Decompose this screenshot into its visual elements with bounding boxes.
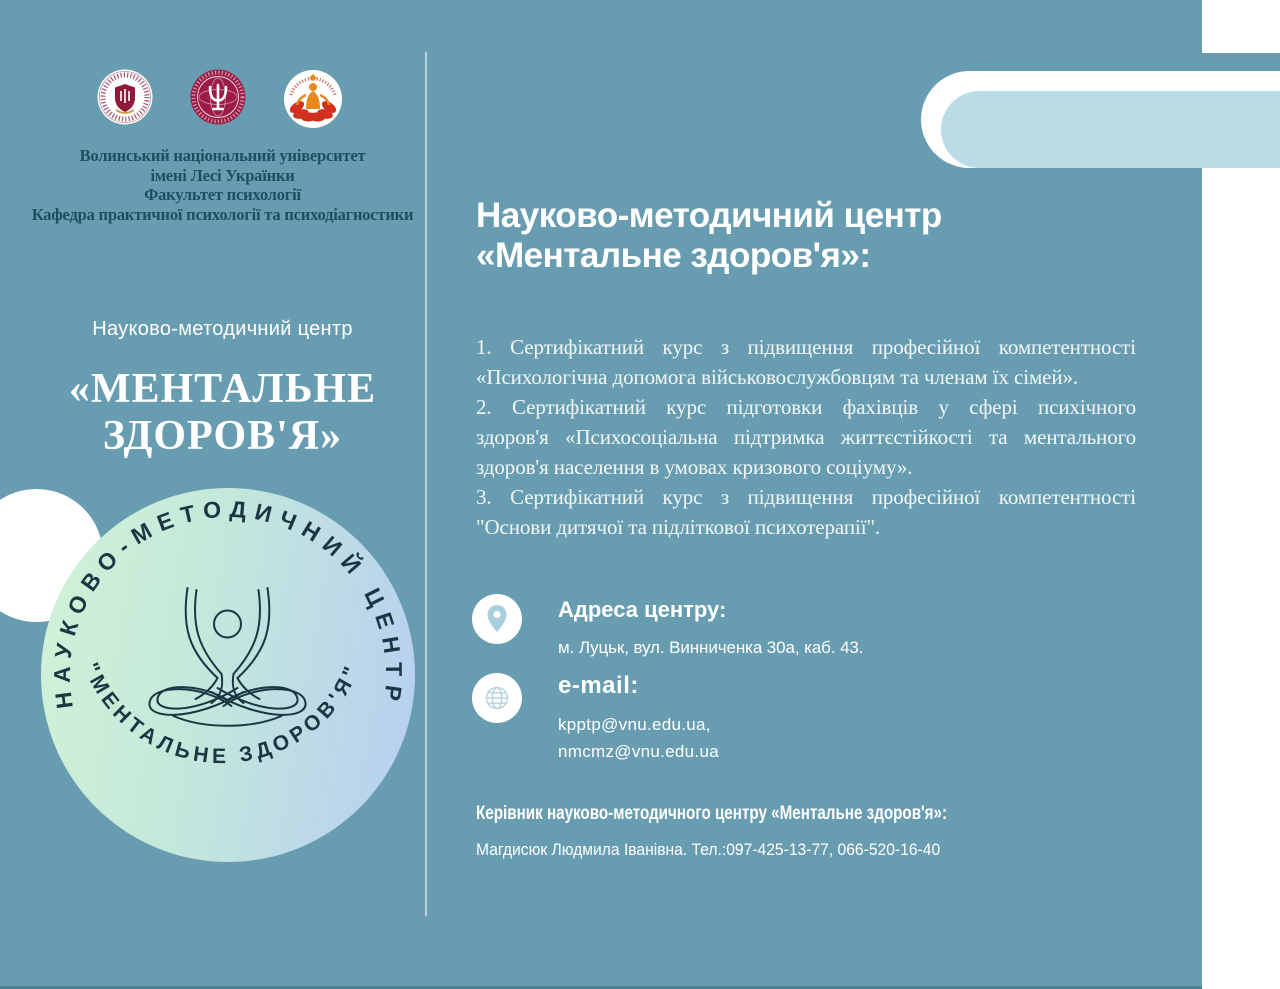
center-logo-badge: [41, 488, 415, 862]
email-list: [558, 711, 719, 765]
page-title-line: «Ментальне здоров'я»:: [476, 236, 871, 275]
university-logos: [97, 69, 357, 133]
light-blue-pill-decor: [941, 91, 1280, 168]
university-line: Кафедра практичної психології та психодіагностики: [31, 204, 414, 224]
course-line: 3. Сертифікатний курс з підвищення професійної компетентності: [476, 485, 1136, 509]
page-title-line: Науково-методичний центр: [476, 196, 942, 235]
course-line: «Психологічна допомога військовослужбовцям та членам їх сімей».: [476, 365, 1079, 389]
course-line: "Основи дитячої та підліткової психотерапії".: [476, 515, 881, 539]
director-title: Керівник науково-методичного центру «Ментальне здоров'я»:: [476, 803, 948, 824]
university-line: Волинський національний університет: [79, 146, 366, 165]
meditation-figure-icon: [135, 582, 320, 732]
director-contact-info: Магдисюк Людмила Іванівна. Тел.:097-425-13-77, 066-520-16-40: [476, 840, 941, 859]
university-emblem-logo: [97, 69, 153, 125]
center-name-line: ЗДОРОВ'Я»: [102, 413, 343, 459]
blue-band-decor: [1140, 53, 1280, 72]
center-name-line: «МЕНТАЛЬНЕ: [68, 366, 377, 412]
address-line: м. Луцьк, вул. Винниченка 30а, каб. 43.: [558, 638, 864, 657]
university-line: Факультет психології: [144, 185, 301, 204]
page-title: [476, 196, 1036, 276]
psychology-faculty-logo: [190, 69, 246, 125]
course-line: здоров'я «Психосоціальна підтримка життєстійкості та ментального: [476, 425, 1136, 449]
course-line: 2. Сертифікатний курс підготовки фахівців у сфері психічного: [476, 395, 1136, 419]
email-title: e-mail:: [558, 672, 639, 699]
center-label: Науково-методичний центр: [92, 318, 353, 340]
department-emblem-logo: [283, 69, 343, 129]
course-list: [476, 332, 1136, 542]
course-line: здоров'я населення в умовах кризового соціуму».: [476, 455, 913, 479]
university-line: імені Лесі Українки: [150, 165, 295, 185]
university-name-block: [5, 146, 440, 224]
course-line: 1. Сертифікатний курс з підвищення професійної компетентності: [476, 335, 1136, 359]
logo-arc-top-text: НАУКОВО-МЕТОДИЧНИЙ ЦЕНТР: [48, 495, 408, 711]
center-name-title: [0, 366, 445, 460]
email-address: kpptp@vnu.edu.ua,: [558, 715, 711, 734]
globe-icon: [471, 672, 523, 724]
location-pin-icon: [471, 593, 523, 645]
logo-arc-bottom-text: "МЕНТАЛЬНЕ ЗДОРОВ'Я": [79, 659, 365, 769]
email-address: nmcmz@vnu.edu.ua: [558, 742, 719, 761]
address-title: Адреса центру:: [558, 597, 727, 622]
